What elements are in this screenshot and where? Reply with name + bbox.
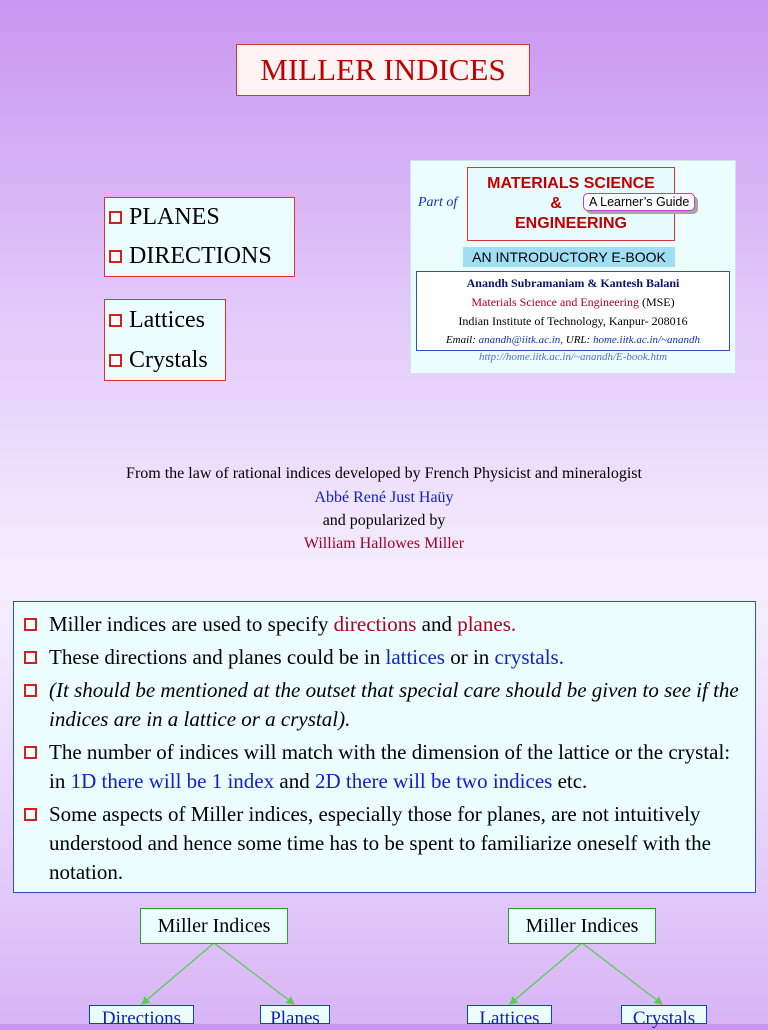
mse-line1: MATERIALS SCIENCE xyxy=(487,175,655,192)
topic-label: DIRECTIONS xyxy=(129,242,272,269)
history-line2: and popularized by xyxy=(322,512,446,529)
connector-arrow xyxy=(142,943,214,1004)
part-of-label: Part of xyxy=(418,195,458,210)
point-text: Miller indices are used to specify directions and planes. xyxy=(49,612,517,636)
topic-label: Crystals xyxy=(129,346,208,373)
history-name-hauy: Abbé René Just Haüy xyxy=(314,489,454,506)
mse-amp: & xyxy=(550,195,562,212)
mse-line2: ENGINEERING xyxy=(514,215,627,232)
email-label: Email: xyxy=(445,334,476,346)
authors: Anandh Subramaniam & Kantesh Balani xyxy=(466,276,680,290)
history-name-miller: William Hallowes Miller xyxy=(303,535,465,552)
connector-arrow xyxy=(582,943,662,1004)
tree-left-directions: Directions xyxy=(89,1005,194,1024)
page-title-text: MILLER INDICES xyxy=(260,52,506,87)
tree-left-root: Miller Indices xyxy=(140,908,288,944)
department-abbr: (MSE) xyxy=(641,295,675,309)
tree-left-planes: Planes xyxy=(260,1005,330,1024)
point-text: The number of indices will match with the dimension of the lattice or the crystal: in 1D there will be 1 index and 2D there will be two indices etc. xyxy=(49,740,731,793)
point-text: Some aspects of Miller indices, especially those for planes, are not intuitively understood and hence some time has to be spent to familiarize oneself with the notation. xyxy=(49,802,711,884)
tree-right-lattices: Lattices xyxy=(467,1005,552,1024)
tree-right-crystals: Crystals xyxy=(621,1005,707,1024)
point-text: These directions and planes could be in lattices or in crystals. xyxy=(49,645,564,669)
connector-arrow xyxy=(214,943,294,1004)
point-text: (It should be mentioned at the outset that special care should be given to see if the indices are in a lattice or a crystal). xyxy=(49,678,739,731)
url-label: URL: xyxy=(565,334,591,346)
homepage-link[interactable]: home.iitk.ac.in/~anandh xyxy=(592,334,701,346)
email-link[interactable]: anandh@iitk.ac.in, xyxy=(478,334,564,346)
tree-right-root: Miller Indices xyxy=(508,908,656,944)
connector-arrow xyxy=(510,943,582,1004)
topic-label: Lattices xyxy=(129,306,205,333)
history-line1: From the law of rational indices developed by French Physicist and mineralogist xyxy=(126,465,642,482)
intro-ebook-label: AN INTRODUCTORY E-BOOK xyxy=(463,247,675,267)
department: Materials Science and Engineering xyxy=(471,295,639,309)
topic-label: PLANES xyxy=(129,203,220,230)
institute: Indian Institute of Technology, Kanpur- 208016 xyxy=(458,314,688,328)
ebook-url-link[interactable]: http://home.iitk.ac.in/~anandh/E-book.htm xyxy=(478,351,668,363)
learners-guide-tag: A Learner’s Guide xyxy=(583,193,695,211)
